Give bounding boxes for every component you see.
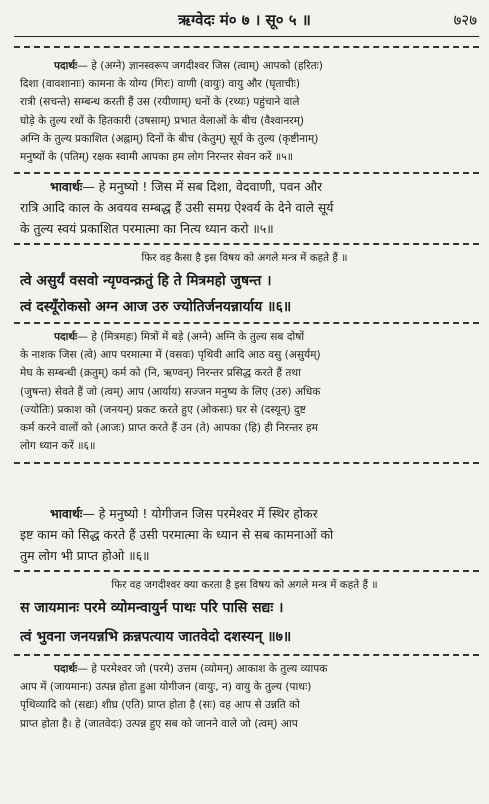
block-line: लोग ध्यान करें ॥६॥ [20, 440, 96, 453]
block-first-line: — हे (मित्रमहः) मित्रों में बड़े (अग्ने) अग्नि के तुल्य सब दोषों [77, 331, 305, 343]
block-line: दिशा (वावशानाः) कामना के योग्य (गिरः) वाणी (वायुः) वायु और (घृताचीः) [20, 78, 301, 91]
block-line: पृथिव्यादि को (सद्यः) शीघ्र (एति) प्राप्त होता है (सः) वह आप से उन्नति को [20, 699, 300, 712]
mantra-intro: फिर वह जगदीश्वर क्या करता है इस विषय को अगले मन्त्र में कहते हैं ॥ [111, 579, 378, 591]
separator [14, 654, 479, 656]
block-line: आप में (जायमानः) उत्पन्न होता हुआ योगीजन (वायुः, न) वायु के तुल्य (पाथः) [20, 681, 312, 694]
block-line: अग्नि के तुल्य प्रकाशित (अह्नाम्) दिनों के बीच (केतुम्) सूर्य के तुल्य (कृष्टीनाम्) [20, 132, 319, 145]
block-line: कर्म करने वालों को (आजः) प्राप्त करते हैं उन (ते) आपका (हि) ही निरन्तर हम [20, 422, 318, 435]
padartha-block-7 [20, 660, 482, 733]
header-rule [14, 36, 479, 37]
separator [14, 46, 479, 48]
block-line: (ज्योतिः) प्रकाश को (जनयन्) प्रकट करते हुए (ओकसः) घर से (दस्यून्) दुष्ट [20, 403, 306, 416]
page-number: ७२७ [453, 11, 477, 29]
block-label: पदार्थः [54, 663, 78, 675]
mantra-line: त्वे असुर्यं वसवो न्यृण्वन्क्रतुं हि ते मित्रमहो जुषन्त । [20, 273, 272, 289]
block-label: भावार्थः [50, 179, 83, 194]
block-line: इष्ट काम को सिद्ध करते हैं उसी परमात्मा के ध्यान से सब कामनाओं को [20, 527, 334, 542]
block-line: प्राप्त होता है। हे (जातवेदः) उत्पन्न हुए सब को जानने वाले जो (त्वम्) आप [20, 717, 298, 730]
block-line: (जुषन्त) सेवते हैं जो (त्वम्) आप (आर्याय) सज्जन मनुष्य के लिए (उरु) अधिक [20, 385, 321, 398]
mantra-intro: फिर वह कैसा है इस विषय को अगले मन्त्र में कहते हैं ॥ [141, 252, 348, 264]
block-label: भावार्थः [50, 506, 83, 521]
separator [14, 172, 479, 174]
padartha-block-6 [20, 328, 482, 455]
block-line: रात्री (सचन्ते) सम्बन्ध करती हैं उस (रयीणाम्) धनों के (रथ्यः) पहुंचाने वाले [20, 96, 300, 109]
bhavartha-block-6 [20, 503, 482, 566]
separator [14, 570, 479, 572]
separator [14, 322, 479, 324]
block-first-line: — हे मनुष्यो ! योगीजन जिस परमेश्वर में स्थिर होकर [82, 506, 318, 521]
block-line: मेघ के सम्बन्धी (क्रतुम्) कर्म को (नि, ऋण्वन्) निरन्तर प्रसिद्ध करते हैं तथा [20, 367, 301, 380]
mantra-line: त्वं भुवना जनयन्नभि क्रन्नपत्याय जातवेदो दशस्यन् ॥७॥ [20, 629, 292, 645]
mantra-line: त्वं दस्यूँरोकसो अग्न आज उरु ज्योतिर्जनयन्नार्याय ॥६॥ [20, 299, 292, 315]
block-first-line: — हे परमेश्वर जो (परमे) उत्तम (व्योमन्) आकाश के तुल्य व्यापक [77, 663, 328, 675]
block-line: रात्रि आदि काल के अवयव सम्बद्ध हैं उसी समग्र ऐश्वर्य के देने वाले सूर्य [20, 200, 334, 215]
running-title: ऋग्वेदः मं० ७ । सू० ५ ॥ [178, 11, 311, 29]
mantra-line: स जायमानः परमे व्योमन्वायुर्न पाथः परि पासि सद्यः । [20, 600, 284, 616]
block-first-line: — हे मनुष्यो ! जिस में सब दिशा, वेदवाणी, पवन और [82, 179, 323, 194]
block-label: पदार्थः [54, 331, 78, 343]
block-line: तुम लोग भी प्राप्त होओ ॥६॥ [20, 548, 150, 563]
block-line: के तुल्य स्वयं प्रकाशित परमात्मा का नित्य ध्यान करो ॥५॥ [20, 221, 274, 236]
block-line: घोड़े के तुल्य रथों के हितकारी (उषसाम्) प्रभात वेलाओं के बीच (वैश्वानरम्) [20, 114, 305, 127]
separator [14, 243, 479, 245]
page-header [0, 6, 489, 36]
block-line: के नाशक जिस (त्वे) आप परमात्मा में (वसवः) पृथिवी आदि आठ वसु (असुर्यम्) [20, 349, 321, 362]
bhavartha-block-5 [20, 176, 482, 239]
block-label: पदार्थः [54, 60, 78, 72]
separator [14, 462, 479, 464]
block-first-line: — हे (अग्ने) ज्ञानस्वरूप जगदीश्वर जिस (त्वाम्) आपको (हरितः) [77, 60, 323, 72]
padartha-block-5 [20, 57, 482, 166]
block-line: मनुष्यों के (पतिम्) रक्षक स्वामी आपका हम लोग निरन्तर सेवन करें ॥५॥ [20, 151, 294, 164]
